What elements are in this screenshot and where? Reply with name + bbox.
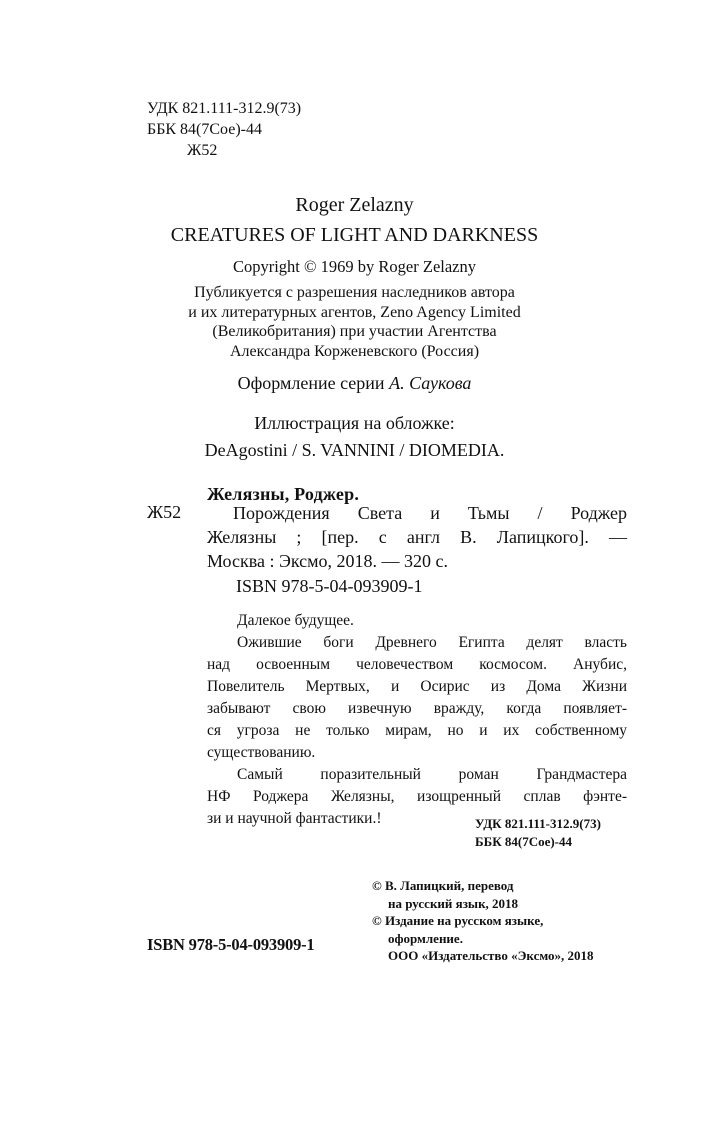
rights-line: Александра Корженевского (Россия) bbox=[229, 342, 480, 360]
copyright-line: © Издание на русском языке, bbox=[372, 913, 544, 928]
copyright-line: оформление. bbox=[388, 930, 463, 946]
cover-illustration-credit bbox=[0, 410, 709, 464]
annotation-line: забывают свою извечную вражду, когда появляет- bbox=[207, 700, 627, 717]
bottom-isbn: ISBN 978-5-04-093909-1 bbox=[147, 935, 315, 954]
bibliographic-description bbox=[207, 501, 627, 573]
catalog-codes bbox=[475, 815, 601, 851]
series-design-credit bbox=[0, 373, 709, 394]
annotation-line: Ожившие боги Древнего Египта делят власть bbox=[237, 634, 627, 651]
catalog-mark: Ж52 bbox=[147, 502, 182, 522]
rights-line: (Великобритания) при участии Агентства bbox=[212, 323, 497, 340]
annotation-line: существованию. bbox=[207, 744, 316, 761]
copyright-line: ООО «Издательство «Эксмо», 2018 bbox=[388, 948, 594, 963]
copyright-line: © В. Лапицкий, перевод bbox=[372, 878, 514, 893]
copyright-notices bbox=[372, 877, 594, 965]
annotation-line: над освоенным человечеством космосом. Анубис, bbox=[207, 656, 627, 673]
classification-block bbox=[147, 98, 301, 161]
annotation-line: зи и научной фантастики.! bbox=[207, 810, 382, 827]
udk-code-bold: УДК 821.111-312.9(73) bbox=[475, 816, 601, 831]
bib-line: Порождения Света и Тьмы / Роджер bbox=[233, 503, 627, 523]
rights-notice bbox=[0, 283, 709, 361]
annotation-line: Повелитель Мертвых, и Осирис из Дома Жизни bbox=[207, 678, 627, 695]
series-designer: А. Саукова bbox=[389, 373, 472, 393]
original-title: CREATURES OF LIGHT AND DARKNESS bbox=[170, 224, 539, 246]
illustration-label: Иллюстрация на обложке: bbox=[254, 413, 455, 433]
author-mark: Ж52 bbox=[187, 142, 218, 159]
original-author: Roger Zelazny bbox=[295, 194, 414, 216]
rights-line: и их литературных агентов, Zeno Agency Limited bbox=[188, 303, 521, 321]
annotation-line: Самый поразительный роман Грандмастера bbox=[237, 766, 627, 783]
udk-code: УДК 821.111-312.9(73) bbox=[147, 100, 302, 117]
annotation-line: ся угроза не только мирам, но и их собственному bbox=[207, 722, 627, 739]
bib-line: Москва : Эксмо, 2018. — 320 с. bbox=[207, 551, 449, 571]
rights-line: Публикуется с разрешения наследников автора bbox=[194, 284, 515, 301]
annotation-line: НФ Роджера Желязны, изощренный сплав фэнте- bbox=[207, 788, 627, 805]
catalog-isbn: ISBN 978-5-04-093909-1 bbox=[236, 576, 423, 596]
copyright-line: Copyright © 1969 by Roger Zelazny bbox=[232, 257, 477, 276]
series-design-label: Оформление серии bbox=[237, 373, 385, 393]
annotation-line: Далекое будущее. bbox=[237, 612, 354, 629]
catalog-author-heading: Желязны, Роджер. bbox=[207, 484, 360, 504]
illustration-source: DeAgostini / S. VANNINI / DIOMEDIA. bbox=[204, 440, 505, 460]
copyright-line: на русский язык, 2018 bbox=[388, 895, 519, 911]
bib-line: Желязны ; [пер. с англ В. Лапицкого]. — bbox=[207, 527, 627, 547]
bbk-code: ББК 84(7Сое)-44 bbox=[147, 121, 262, 138]
bbk-code-bold: ББК 84(7Сое)-44 bbox=[475, 834, 573, 849]
annotation bbox=[207, 610, 627, 830]
